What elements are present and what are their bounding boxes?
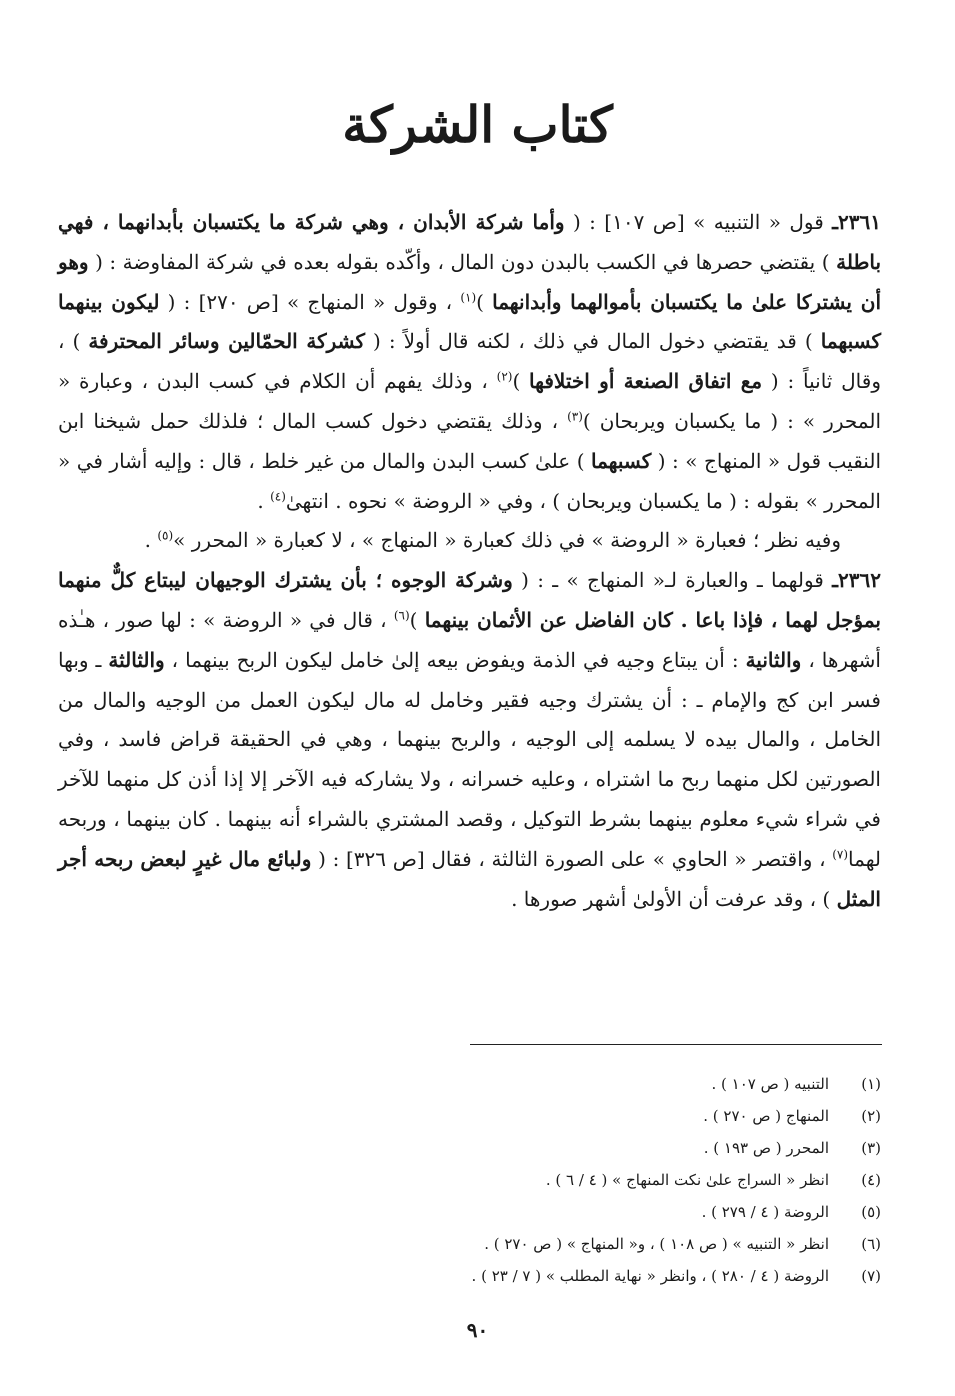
bold-text: ٢٣٦١ـ [832,210,881,234]
text-run: وفيه نظر ؛ فعبارة « الروضة » في ذلك كعبارة « المنهاج » ، لا كعبارة « المحرر » [173,528,841,553]
bold-text: كشركة الحمّالين وسائر المحترفة [88,329,366,354]
main-text [58,203,881,919]
footnote-ref: (٦) [393,608,410,623]
text-run: قولهما ـ والعبارة لـ« المنهاج » ـ : ( [512,568,833,593]
footnote-item [58,1228,881,1260]
footnote-ref: (٧) [832,847,849,862]
footnote-item [58,1100,881,1132]
bold-text: وأما شركة الأبدان ، وهي شركة ما يكتسبان بأبدانهما ، فهي باطلة [58,210,882,274]
footnote-number: (٢) [861,1107,881,1125]
footnote-text: المنهاج ( ص ٢٧٠ ) . [703,1107,829,1125]
book-title: كتاب الشركة [342,95,613,154]
footnote-ref: (٤) [270,488,286,503]
footnote-number: (٣) [861,1139,881,1157]
footnote-item [58,1068,881,1100]
paragraph [58,561,881,919]
footnotes-list [58,1068,881,1292]
footnote-separator [470,1044,882,1045]
footnote-text: الروضة ( ٤ / ٢٨٠ ) ، وانظر « نهاية المطلب » ( ٧ / ٢٣ ) . [471,1267,829,1285]
text-run: ، وذلك يقتضي دخول كسب المال ؛ فلذلك حمل شيخنا ابن النقيب قول « المنهاج » : ( [58,408,881,473]
bold-text: وشركة الوجوه ؛ بأن يشترك الوجيهان ليبتاع كلٌّ منهما بمؤجل لهما ، فإذا باعا . كان الفاضل عن الأثمان بينهما [58,568,881,632]
text-run: . [144,528,158,553]
bold-text: والثالثة [108,647,165,672]
footnote-number: (٤) [861,1171,881,1189]
footnote-text: الروضة ( ٤ / ٢٧٩ ) . [701,1203,829,1221]
bold-text: مع اتفاق الصنعة أو اختلافها [529,369,763,394]
text-run: ) علىٰ كسب البدن والمال من غير خلط ، قال : وإليه أشار في « المحرر » بقوله : ( ما يكسبان ويربحان ) ، وفي « الروضة » نحوه . انتهىٰ [58,448,881,513]
text-run: ، واقتصر « الحاوي » على الصورة الثالثة ، فقال [ص ٣٢٦] : ( [311,846,833,871]
footnote-ref: (١) [460,289,477,304]
paragraph [58,521,881,561]
text-run: ) ، وقال ثانياً : ( [58,329,881,394]
bold-text: وهو أن يشتركا علىٰ ما يكتسبان بأموالهما وأبدانهما [58,249,881,314]
text-run: ) [512,369,530,394]
paragraph [58,203,881,521]
bold-text: كسبهما [590,448,652,473]
bold-text: ولبائع مال غيرٍ لبعض ربحه أجر المثل [58,846,881,911]
bold-text: ٢٣٦٢ـ [832,568,881,593]
text-run: . [257,488,271,513]
text-run: ـ وبها فسر ابن كج والإمام ـ : أن يشترك وجيه فقير وخامل له مال ليكون العمل من الوجيه والمال من الخامل ، والمال بيده لا يسلمه إلى الوجيه ، والربح بينهما ، وهي في الحقيقة قراض فاسد ، وفي الصورتين لكل منهما ربح ما اشتراه ، وعليه خسرانه ، ولا يشاركه فيه الآخر إلا إذا أذن كل منهما للآخر في شراء شيء معلوم بينهما بشرط التوكيل ، وقصد المشتري بالشراء أنه بينهما . كان بينهما ، وربحه لهما [58,647,882,871]
text-run: ) يقتضي حصرها في الكسب بالبدن دون المال ، وأكّده بقوله بعده في شركة المفاوضة : ( [88,249,837,274]
text-run: ) [476,289,493,314]
footnote-ref: (٣) [567,409,583,424]
footnote-text: انظر « التنبيه » ( ص ١٠٨ ) ، و« المنهاج » ( ص ٢٧٠ ) . [484,1235,829,1253]
footnote-number: (٦) [861,1235,881,1253]
footnote-item [58,1196,881,1228]
bold-text: ليكون بينهما كسبهما [58,289,881,354]
footnote-text: انظر « السراج علىٰ نكت المنهاج » ( ٤ / ٦ ) . [545,1171,829,1189]
footnote-item [58,1260,881,1292]
text-run: قول « التنبيه » [ص ١٠٧] : ( [564,210,833,234]
footnote-ref: (٢) [496,369,513,384]
text-run: ، وقول « المنهاج » [ص ٢٧٠] : ( [159,289,461,314]
text-run: ، قال في « الروضة » : لها صور ، هـٰذه أشهرها ، [58,607,881,672]
footnote-item [58,1164,881,1196]
footnote-number: (١) [861,1075,881,1093]
footnote-item [58,1132,881,1164]
text-run: ، وذلك يفهم أن الكلام في كسب البدن ، وعبارة « المحرر » : ( ما يكسبان ويربحان ) [58,369,881,433]
footnote-number: (٥) [861,1203,881,1221]
footnote-ref: (٥) [157,528,174,543]
footnote-text: المحرر ( ص ١٩٣ ) . [703,1139,829,1157]
page-number: ٩٠ [466,1318,489,1342]
bold-text: والثانية [745,647,802,672]
text-run: ) ، وقد عرفت أن الأولىٰ أشهر صورها . [511,886,837,911]
text-run: : أن يبتاع وجيه في الذمة ويفوض بيعه إلىٰ خامل ليكون الربح بينهما ، [164,647,746,672]
text-run: ) [409,607,425,632]
footnote-text: التنبيه ( ص ١٠٧ ) . [711,1075,829,1093]
text-run: ) قد يقتضي دخول المال في ذلك ، لكنه قال أولاً : ( [365,329,821,354]
footnote-number: (٧) [861,1267,881,1285]
